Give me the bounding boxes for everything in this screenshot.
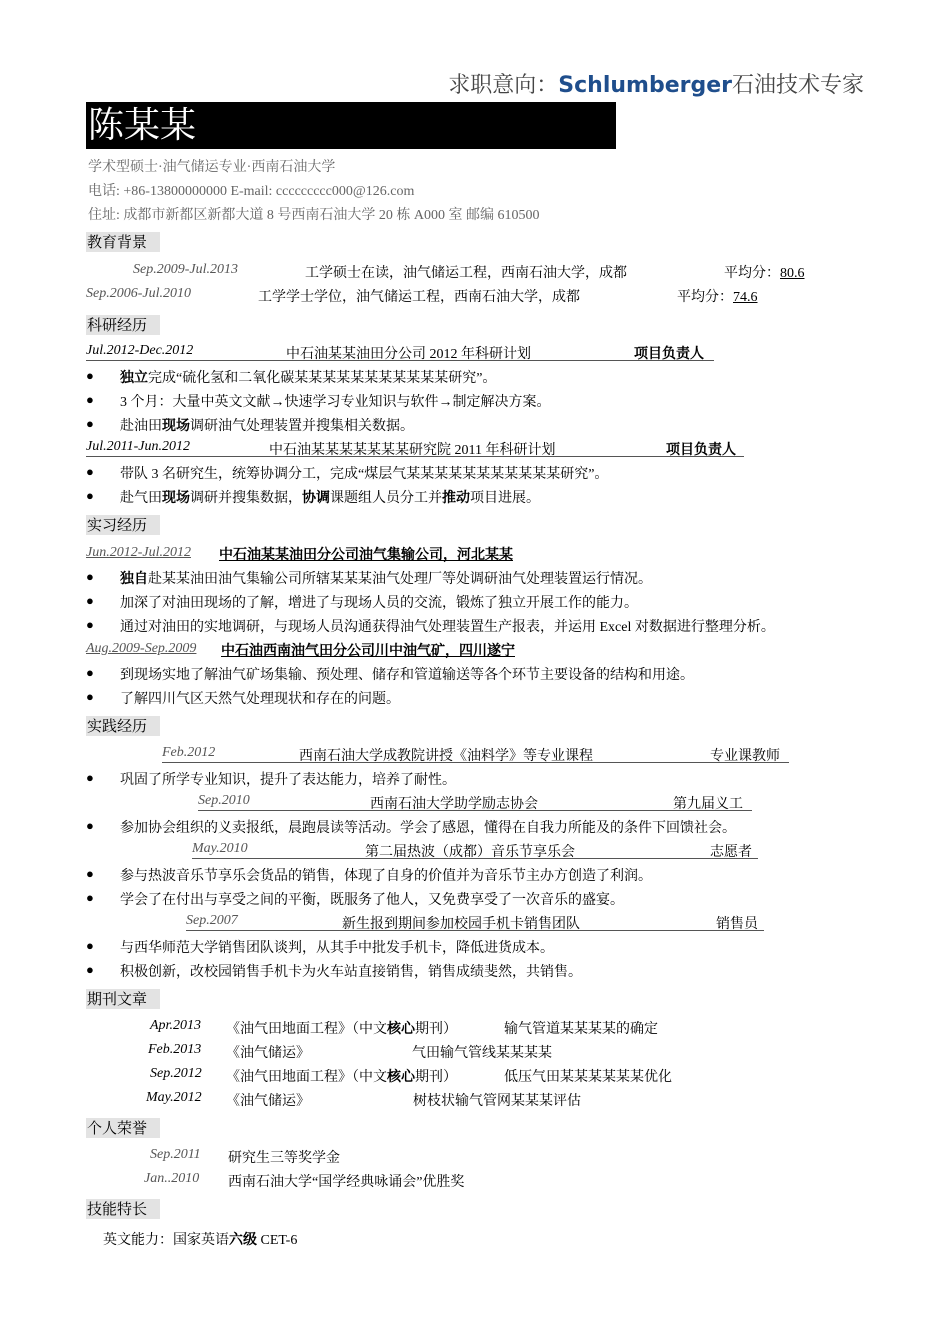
bullet-text — [120, 487, 540, 507]
honor-date: Jan..2010 — [144, 1171, 200, 1186]
gpa-value: 74.6 — [733, 290, 758, 305]
bullet-icon: ● — [86, 368, 94, 383]
honor-text: 西南石油大学“国学经典咏诵会”优胜奖 — [228, 1175, 465, 1190]
practice-event: 新生报到期间参加校园手机卡销售团队 — [342, 917, 580, 932]
bullet-text: 了解四川气区天然气处理现状和存在的问题。 — [120, 692, 400, 707]
paper-date: Apr.2013 — [150, 1018, 201, 1033]
research-project: 中石油某某油田分公司 2012 年科研计划 — [286, 347, 531, 362]
bullet-icon: ● — [86, 593, 94, 608]
bullet-bold: 推动 — [442, 491, 470, 506]
research-date: Jul.2011-Jun.2012 — [86, 439, 190, 454]
skill-level: 六级 — [229, 1233, 257, 1248]
job-objective — [448, 68, 864, 99]
practice-role: 志愿者 — [710, 845, 752, 860]
research-date: Jul.2012-Dec.2012 — [86, 343, 194, 358]
bullet-bold: 协调 — [302, 491, 330, 506]
bullet-icon: ● — [86, 818, 94, 833]
paper-journal — [226, 1066, 457, 1086]
skill-cert: CET-6 — [257, 1233, 298, 1248]
gpa-label: 平均分： — [677, 290, 733, 305]
edu-date: Sep.2006-Jul.2010 — [86, 286, 191, 301]
intern-date: Jun.2012-Jul.2012 — [86, 545, 191, 560]
bullet-rest: 赴某某油田油气集输公司所辖某某某油气处理厂等处调研油气处理装置运行情况。 — [148, 572, 652, 587]
bullet-icon: ● — [86, 689, 94, 704]
research-role: 项目负责人 — [634, 347, 704, 362]
section-internship: 实习经历 — [86, 515, 160, 535]
edu-desc: 工学学士学位，油气储运工程，西南石油大学，成都 — [258, 290, 580, 305]
bullet-text: 带队 3 名研究生，统筹协调分工，完成“煤层气某某某某某某某某某某某研究”。 — [120, 467, 609, 482]
bullet-pre: 赴气田 — [120, 491, 162, 506]
contact-line: 电话: +86-13800000000 E-mail: ccccccccc000@126.com — [88, 184, 415, 199]
intern-org: 中石油西南油气田分公司川中油气矿，四川遂宁 — [221, 644, 515, 659]
bullet-icon: ● — [86, 569, 94, 584]
honor-date: Sep.2011 — [150, 1147, 201, 1162]
bullet-text — [120, 568, 652, 588]
practice-event: 西南石油大学成教院讲授《油料学》等专业课程 — [299, 749, 593, 764]
intern-date: Aug.2009-Sep.2009 — [86, 641, 197, 656]
bullet-text: 巩固了所学专业知识，提升了表达能力，培养了耐性。 — [120, 773, 456, 788]
bullet-text: 积极创新，改校园销售手机卡为火车站直接销售，销售成绩斐然，共销售。 — [120, 965, 582, 980]
paper-date: Sep.2012 — [150, 1066, 202, 1081]
gpa-value: 80.6 — [780, 266, 805, 281]
paper-date: May.2012 — [146, 1090, 202, 1105]
practice-date: Sep.2010 — [198, 793, 250, 808]
bullet-text: 学会了在付出与享受之间的平衡，既服务了他人，又免费享受了一次音乐的盛宴。 — [120, 893, 624, 908]
bullet-icon: ● — [86, 866, 94, 881]
practice-role: 第九届义工 — [673, 797, 743, 812]
journal-suffix: 期刊） — [415, 1070, 457, 1085]
edu-gpa — [724, 262, 805, 282]
section-skills: 技能特长 — [86, 1199, 160, 1219]
bullet-bold: 现场 — [162, 419, 190, 434]
bullet-text: 通过对油田的实地调研，与现场人员沟通获得油气处理装置生产报表，并运用 Excel 对数据进行整理分析。 — [120, 620, 775, 635]
journal-suffix: 期刊） — [415, 1022, 457, 1037]
bullet-rest: 完成“硫化氢和二氧化碳某某某某某某某某某某某研究”。 — [148, 371, 497, 386]
paper-title: 树枝状输气管网某某某评估 — [413, 1094, 581, 1109]
bullet-icon: ● — [86, 962, 94, 977]
honor-text: 研究生三等奖学金 — [228, 1151, 340, 1166]
bullet-bold: 独自 — [120, 572, 148, 587]
research-project: 中石油某某某某某某某研究院 2011 年科研计划 — [269, 443, 556, 458]
section-practice: 实践经历 — [86, 716, 160, 736]
bullet-text: 3 个月：大量中英文文献→快速学习专业知识与软件→制定解决方案。 — [120, 395, 551, 410]
bullet-icon: ● — [86, 416, 94, 431]
practice-event: 第二届热波（成都）音乐节享乐会 — [365, 845, 575, 860]
paper-date: Feb.2013 — [148, 1042, 202, 1057]
bullet-text: 参加协会组织的义卖报纸，晨跑晨读等活动。学会了感恩，懂得在自我力所能及的条件下回馈社会。 — [120, 821, 736, 836]
bullet-text — [120, 367, 496, 387]
bullet-rest: 课题组人员分工并 — [330, 491, 442, 506]
bullet-text — [120, 415, 414, 435]
skill-english — [103, 1229, 297, 1249]
paper-journal — [226, 1018, 457, 1038]
bullet-icon: ● — [86, 617, 94, 632]
bullet-text: 参与热波音乐节享乐会货品的销售，体现了自身的价值并为音乐节主办方创造了利润。 — [120, 869, 652, 884]
objective-brand: Schlumberger — [558, 73, 732, 98]
bullet-text: 与西华师范大学销售团队谈判，从其手中批发手机卡，降低进货成本。 — [120, 941, 554, 956]
practice-role: 销售员 — [716, 917, 758, 932]
bullet-pre: 赴油田 — [120, 419, 162, 434]
paper-title: 低压气田某某某某某某优化 — [504, 1070, 672, 1085]
journal-name: 《油气田地面工程》（中文 — [226, 1070, 387, 1085]
journal-core: 核心 — [387, 1022, 415, 1037]
intern-org: 中石油某某油田分公司油气集输公司，河北某某 — [219, 548, 513, 563]
practice-event: 西南石油大学助学励志协会 — [370, 797, 538, 812]
gpa-label: 平均分： — [724, 266, 780, 281]
objective-prefix: 求职意向： — [448, 73, 559, 98]
degree-line: 学术型硕士·油气储运专业·西南石油大学 — [88, 160, 336, 175]
bullet-rest: 调研油气处理装置并搜集相关数据。 — [190, 419, 414, 434]
bullet-icon: ● — [86, 488, 94, 503]
skill-label: 英文能力：国家英语 — [103, 1233, 229, 1248]
edu-date: Sep.2009-Jul.2013 — [133, 262, 238, 277]
journal-core: 核心 — [387, 1070, 415, 1085]
practice-date: Feb.2012 — [162, 745, 216, 760]
bullet-icon: ● — [86, 464, 94, 479]
section-papers: 期刊文章 — [86, 989, 160, 1009]
objective-suffix: 石油技术专家 — [731, 73, 864, 98]
bullet-bold: 独立 — [120, 371, 148, 386]
paper-journal: 《油气储运》 — [226, 1094, 310, 1109]
bullet-text: 到现场实地了解油气矿场集输、预处理、储存和管道输送等各个环节主要设备的结构和用途。 — [120, 668, 694, 683]
bullet-icon: ● — [86, 770, 94, 785]
paper-title: 输气管道某某某某的确定 — [504, 1022, 658, 1037]
paper-journal: 《油气储运》 — [226, 1046, 310, 1061]
practice-role: 专业课教师 — [710, 749, 780, 764]
bullet-icon: ● — [86, 665, 94, 680]
edu-desc: 工学硕士在读，油气储运工程，西南石油大学，成都 — [305, 266, 627, 281]
practice-date: Sep.2007 — [186, 913, 238, 928]
bullet-text: 加深了对油田现场的了解，增进了与现场人员的交流，锻炼了独立开展工作的能力。 — [120, 596, 638, 611]
section-research: 科研经历 — [86, 315, 160, 335]
bullet-icon: ● — [86, 392, 94, 407]
journal-name: 《油气田地面工程》（中文 — [226, 1022, 387, 1037]
bullet-rest: 调研并搜集数据， — [190, 491, 302, 506]
paper-title: 气田输气管线某某某某 — [412, 1046, 552, 1061]
section-education: 教育背景 — [86, 232, 160, 252]
edu-gpa — [677, 286, 758, 306]
candidate-name: 陈某某 — [86, 102, 616, 149]
bullet-icon: ● — [86, 890, 94, 905]
bullet-rest: 项目进展。 — [470, 491, 540, 506]
research-role: 项目负责人 — [666, 443, 736, 458]
practice-date: May.2010 — [192, 841, 248, 856]
bullet-bold: 现场 — [162, 491, 190, 506]
section-honors: 个人荣誉 — [86, 1118, 160, 1138]
bullet-icon: ● — [86, 938, 94, 953]
address-line: 住址: 成都市新都区新都大道 8 号西南石油大学 20 栋 A000 室 邮编 610500 — [88, 208, 540, 223]
